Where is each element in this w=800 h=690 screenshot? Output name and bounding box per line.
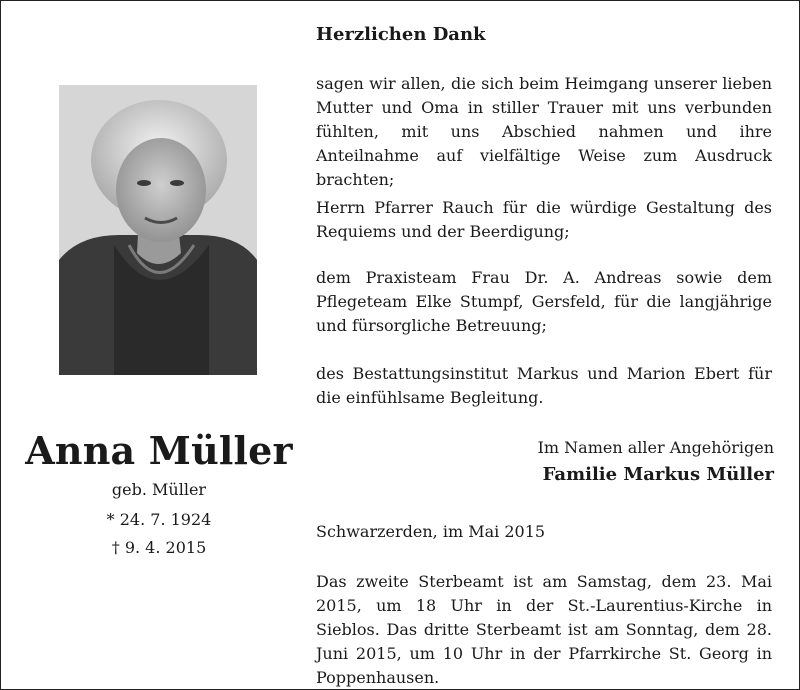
portrait-photo bbox=[59, 85, 257, 375]
memorial-column bbox=[0, 0, 318, 690]
paragraph: sagen wir allen, die sich beim Heimgang unserer lieben Mutter und Oma in stiller Trauer mit uns verbunden fühlten, mit uns Abschied nahmen und ihre Anteilnahme auf vielfältige Weise zum Ausdruck brachten; bbox=[316, 74, 772, 189]
notice-heading: Herzlichen Dank bbox=[316, 24, 486, 45]
paragraph: dem Praxisteam Frau Dr. A. Andreas sowie dem Pflegeteam Elke Stumpf, Gersfeld, für die langjährige und fürsorgliche Betreuung; bbox=[316, 268, 772, 335]
place-date: Schwarzerden, im Mai 2015 bbox=[316, 522, 546, 541]
birth-date: * 24. 7. 1924 bbox=[106, 510, 212, 529]
service-info: Das zweite Sterbeamt ist am Samstag, dem 23. Mai 2015, um 18 Uhr in der St.-Laurentius-Kirche in Sieblos. Das dritte Sterbeamt ist am Sonntag, dem 28. Juni 2015, um 10 Uhr in der Pfarrkirche St. Georg in Poppenhausen. bbox=[316, 572, 772, 687]
family-signature: Familie Markus Müller bbox=[542, 464, 774, 485]
birth-name: geb. Müller bbox=[111, 480, 207, 499]
paragraph: Herrn Pfarrer Rauch für die würdige Gestaltung des Requiems und der Beerdigung; bbox=[316, 198, 772, 241]
paragraph: des Bestattungsinstitut Markus und Marion Ebert für die einfühlsame Begleitung. bbox=[316, 364, 772, 407]
death-date: † 9. 4. 2015 bbox=[111, 538, 207, 557]
signoff-line: Im Namen aller Angehörigen bbox=[537, 438, 774, 457]
deceased-name: Anna Müller bbox=[25, 428, 293, 473]
